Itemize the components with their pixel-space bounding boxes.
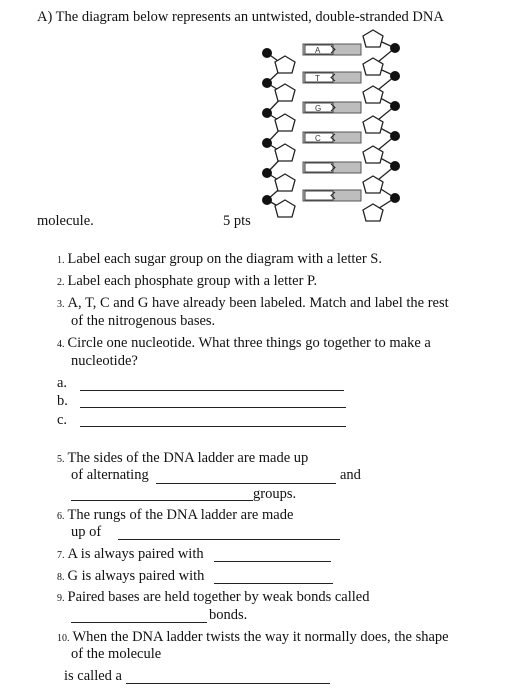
answer-line-9[interactable] (71, 621, 207, 623)
phosphate-circle (390, 101, 400, 111)
question-10-cont2: is called a (64, 668, 122, 684)
question-6: 6. The rungs of the DNA ladder are made (57, 507, 294, 523)
answer-line-b[interactable] (80, 406, 346, 408)
phosphate-circle (390, 193, 400, 203)
question-3-cont: of the nitrogenous bases. (71, 313, 216, 329)
question-1: 1. Label each sugar group on the diagram with a letter S. (57, 251, 382, 267)
sugar-pentagon (275, 174, 295, 191)
question-10: 10. When the DNA ladder twists the way it normally does, the shape (57, 629, 449, 645)
answer-line-8[interactable] (214, 582, 333, 584)
dna-diagram (255, 28, 415, 228)
sugar-pentagon (275, 144, 295, 161)
base-label-t: T (315, 74, 320, 83)
question-7: 7. A is always paired with (57, 546, 204, 562)
sugar-pentagon (363, 30, 383, 47)
question-10-cont: of the molecule (71, 646, 162, 662)
answer-line-5b[interactable] (71, 499, 253, 501)
option-a: a. (57, 375, 68, 391)
base-label-box (305, 163, 333, 172)
phosphate-circle (262, 78, 272, 88)
base-label-a: A (315, 46, 321, 55)
question-3: 3. A, T, C and G have already been labeled. Match and label the rest (57, 295, 449, 311)
question-5-cont: of alternating (71, 467, 149, 483)
phosphate-circle (390, 71, 400, 81)
base-label-g: G (315, 104, 322, 113)
phosphate-circle (390, 131, 400, 141)
sugar-pentagon (275, 84, 295, 101)
phosphate-circle (390, 161, 400, 171)
sugar-pentagon (363, 204, 383, 221)
option-c: c. (57, 412, 68, 428)
question-5-and: and (340, 467, 361, 483)
base-label-c: C (315, 134, 321, 143)
phosphate-circle (262, 195, 272, 205)
points-label: 5 pts (223, 213, 251, 229)
phosphate-circle (262, 48, 272, 58)
answer-line-6[interactable] (118, 538, 340, 540)
question-5: 5. The sides of the DNA ladder are made up (57, 450, 309, 466)
phosphate-circle (262, 108, 272, 118)
base-label-box (305, 191, 333, 200)
phosphate-circle (390, 43, 400, 53)
option-b: b. (57, 393, 68, 409)
question-4-cont: nucleotide? (71, 353, 138, 369)
section-heading: A) The diagram below represents an untwisted, double-stranded DNA (37, 9, 444, 25)
question-9: 9. Paired bases are held together by weak bonds called (57, 589, 370, 605)
question-8: 8. G is always paired with (57, 568, 205, 584)
answer-line-c[interactable] (80, 425, 346, 427)
heading-continuation: molecule. (37, 213, 94, 229)
question-9-bonds: bonds. (209, 607, 248, 623)
sugar-pentagon (275, 56, 295, 73)
question-2: 2. Label each phosphate group with a letter P. (57, 273, 318, 289)
answer-line-7[interactable] (214, 560, 331, 562)
question-4: 4. Circle one nucleotide. What three things go together to make a (57, 335, 431, 351)
question-6-cont: up of (71, 524, 102, 540)
sugar-pentagon (275, 114, 295, 131)
answer-line-a[interactable] (80, 389, 344, 391)
phosphate-circle (262, 168, 272, 178)
answer-line-5a[interactable] (156, 482, 336, 484)
question-5-groups: groups. (253, 486, 297, 502)
answer-line-10[interactable] (126, 682, 330, 684)
sugar-pentagon (275, 200, 295, 217)
phosphate-circle (262, 138, 272, 148)
